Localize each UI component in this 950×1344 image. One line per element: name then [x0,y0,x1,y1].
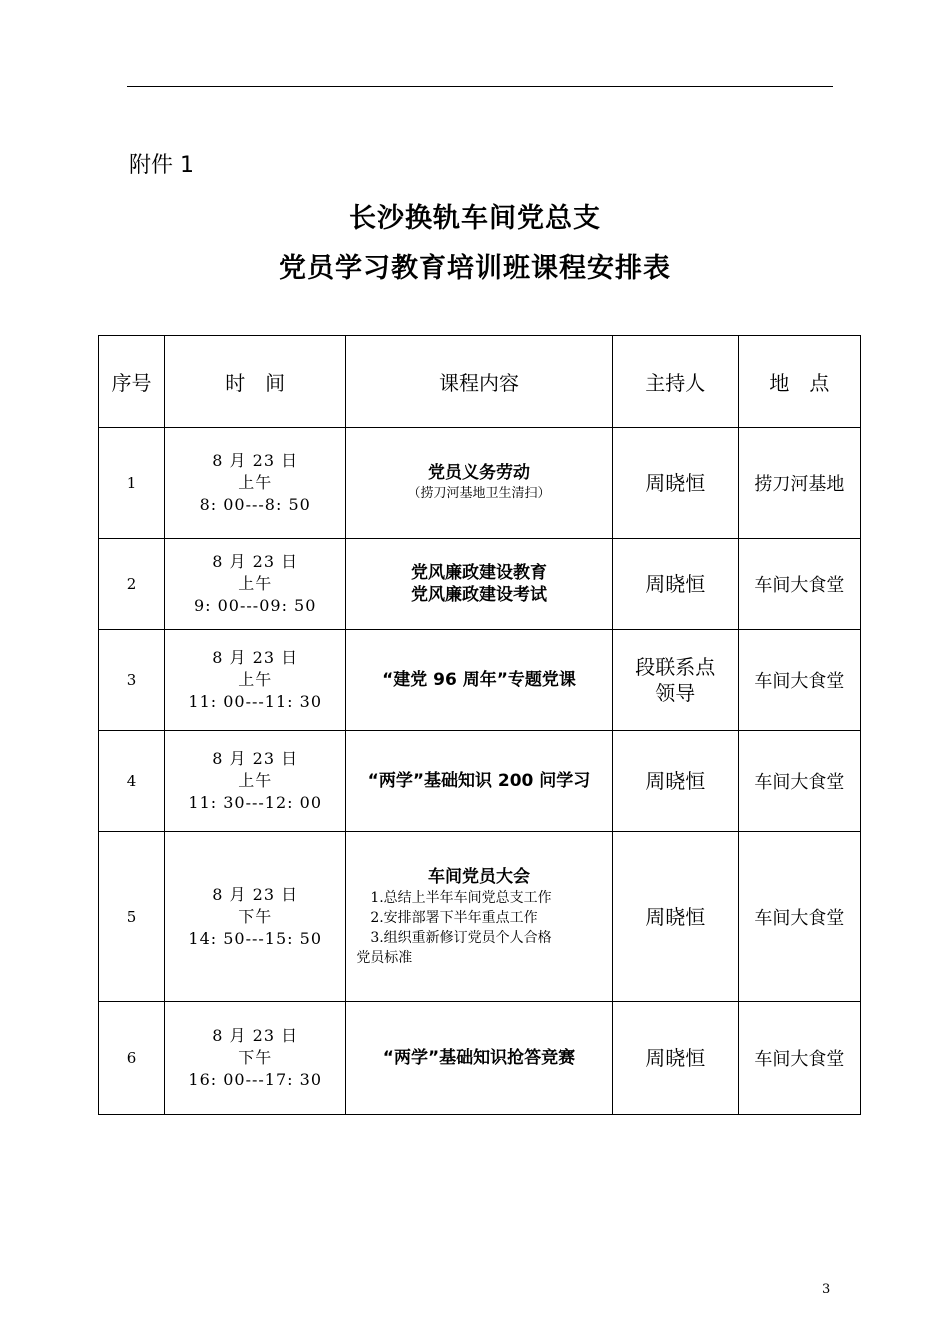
row-time [165,428,346,539]
course-title: “建党 96 周年”专题党课 [382,670,576,690]
row-number: 2 [99,539,165,630]
row-time-range: 11: 30---12: 00 [188,793,322,812]
page-number: 3 [822,1282,831,1297]
course-item: 党员标准 [356,949,413,966]
course-title: 党员义务劳动 [427,463,530,483]
course-title: 党风廉政建设教育 [410,563,547,583]
table-row [99,832,861,1002]
header-host: 主持人 [612,336,738,428]
row-date: 8 月 23 日 [212,648,299,667]
row-host: 周晓恒 [612,539,738,630]
row-place: 车间大食堂 [738,731,860,832]
row-place: 捞刀河基地 [738,428,860,539]
row-course [346,1002,612,1115]
row-time-range: 9: 00---09: 50 [193,596,317,615]
document-subtitle: 党员学习教育培训班课程安排表 [279,253,671,284]
table-header-row [99,336,861,428]
row-time [165,630,346,731]
row-number: 5 [99,832,165,1002]
row-period: 下午 [238,906,273,926]
row-time-range: 14: 50---15: 50 [188,928,322,948]
row-number: 4 [99,731,165,832]
row-time [165,832,346,1002]
table-row [99,630,861,731]
course-title: 车间党员大会 [427,866,530,887]
header-course: 课程内容 [346,336,612,428]
table-row [99,428,861,539]
row-period: 下午 [238,1048,273,1067]
row-host [612,630,738,731]
row-period: 上午 [238,473,273,492]
host-line-2: 领导 [655,681,696,705]
row-time-range: 16: 00---17: 30 [188,1070,322,1089]
course-title: “两学”基础知识抢答竞赛 [382,1048,576,1068]
header-place: 地 点 [738,336,860,428]
row-date: 8 月 23 日 [212,451,299,470]
row-date: 8 月 23 日 [212,749,299,768]
row-period: 上午 [238,670,273,689]
row-place: 车间大食堂 [738,630,860,731]
row-course [346,832,612,1002]
row-time [165,731,346,832]
row-place: 车间大食堂 [738,832,860,1002]
row-date: 8 月 23 日 [212,552,299,571]
attachment-label: 附件 1 [129,153,194,178]
row-number: 1 [99,428,165,539]
header-rule [127,86,833,87]
table-row [99,1002,861,1115]
course-title-second: 党风廉政建设考试 [410,585,547,605]
document-title: 长沙换轨车间党总支 [349,203,601,234]
row-time-range: 8: 00---8: 50 [199,495,311,514]
table-row [99,539,861,630]
row-host: 周晓恒 [612,731,738,832]
row-date: 8 月 23 日 [212,1026,299,1045]
row-number: 6 [99,1002,165,1115]
header-no: 序号 [99,336,165,428]
row-place: 车间大食堂 [738,539,860,630]
row-course [346,731,612,832]
row-number: 3 [99,630,165,731]
header-time: 时 间 [165,336,346,428]
row-time-range: 11: 00---11: 30 [188,692,322,711]
course-schedule-table [98,335,861,1115]
row-date: 8 月 23 日 [212,884,299,904]
course-title: “两学”基础知识 200 问学习 [367,771,591,791]
course-item: 1.总结上半年车间党总支工作 [370,889,552,906]
course-item-list [346,888,611,968]
row-period: 上午 [238,771,273,790]
row-host: 周晓恒 [612,832,738,1002]
row-host: 周晓恒 [612,428,738,539]
host-line-1: 段联系点 [635,655,716,679]
row-time [165,539,346,630]
row-host: 周晓恒 [612,1002,738,1115]
row-course [346,428,612,539]
row-place: 车间大食堂 [738,1002,860,1115]
row-time [165,1002,346,1115]
course-subtitle: （捞刀河基地卫生清扫） [407,486,551,501]
table-row [99,731,861,832]
row-period: 上午 [238,574,273,593]
row-course [346,630,612,731]
row-course [346,539,612,630]
course-item: 3.组织重新修订党员个人合格 [370,929,552,946]
course-item: 2.安排部署下半年重点工作 [370,909,538,926]
